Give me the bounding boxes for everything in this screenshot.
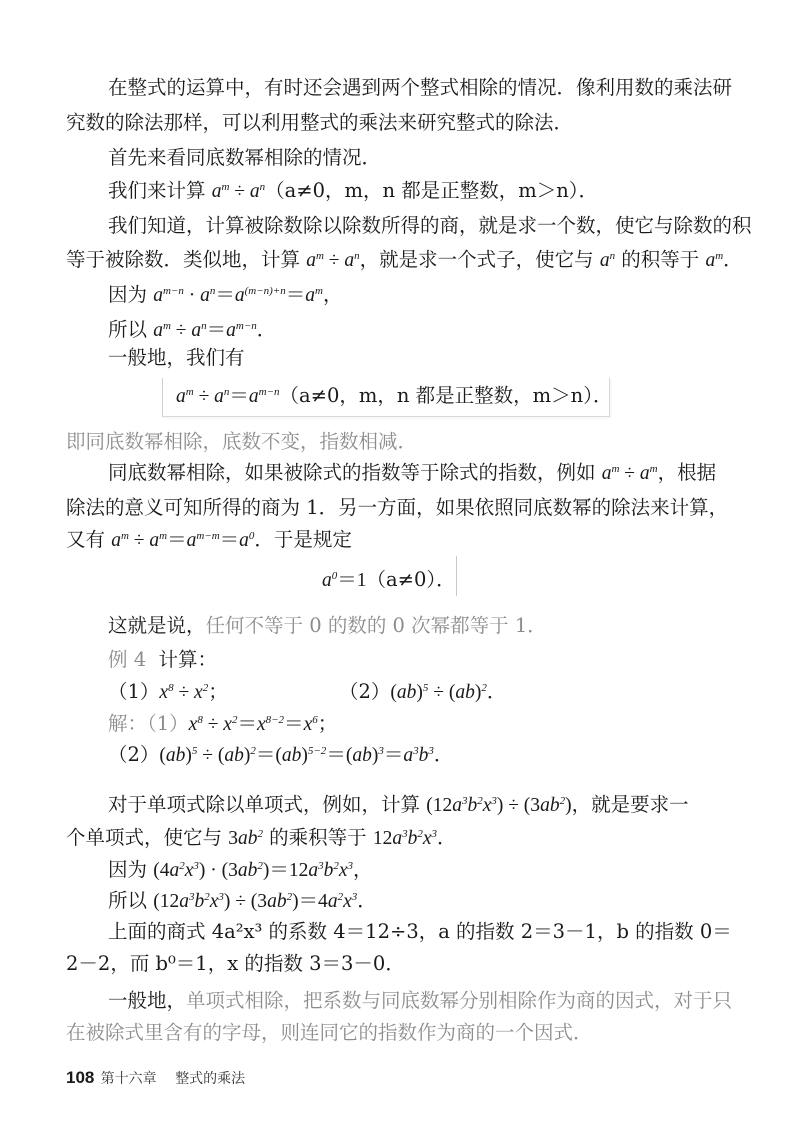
expr-so: $a^m \div a^n=a^{m-n}$ xyxy=(153,320,257,341)
expr-12a3b2x3: $12a^3b^2x^3$ xyxy=(372,828,438,849)
zero-exp-conclusion-pre: 这就是说， xyxy=(108,614,206,637)
zero-exponent-rule xyxy=(322,566,456,595)
monomial-rule-line-1 xyxy=(108,987,732,1015)
question-1-label: （1） xyxy=(108,680,160,703)
solution-1: 解：$(1)x^8 \div x^2=x^{8-2}=x^6$； xyxy=(108,712,338,735)
monomial-line-2: 个单项式，使它与 $3ab^2$ 的乘积等于 $12a^3b^2x^3$． xyxy=(66,826,457,849)
so-line: 所以 $a^m \div a^n=a^{m-n}$． xyxy=(108,318,277,341)
zero-exp-line-2: 除法的意义可知所得的商为 1．另一方面，如果依照同底数幂的除法来计算， xyxy=(66,496,729,519)
solution-2: $(2)(ab)^5 \div (ab)^2=(ab)^{5-2}=(ab)^3=a^3b^3$． xyxy=(108,743,454,766)
monomial-so: 所以 $(12a^3b^2x^3) \div (3ab^2)=4a^2x^3$． xyxy=(108,889,377,912)
chapter-title: 整式的乘法 xyxy=(175,1071,246,1087)
formula-margin-bar xyxy=(456,556,457,596)
expr-am-div-am-eq: $a^m \div a^m=a^{m-m}=a^0$ xyxy=(111,530,255,551)
expr-3ab2: $3ab^2$ xyxy=(228,828,263,849)
generally-line: 一般地，我们有 xyxy=(108,346,245,369)
expr-am-div-an: $a^m \div a^n$ xyxy=(211,181,266,202)
zero-rule-cond: （a≠0）． xyxy=(366,568,456,591)
solution-2-label: （2） xyxy=(108,743,160,766)
monomial-because-label: 因为 xyxy=(108,858,154,881)
example-heading xyxy=(108,646,217,674)
zero-exp-line-1-end: ，根据 xyxy=(657,461,717,484)
page-footer xyxy=(66,1063,245,1093)
monomial-line-1-pre: 对于单项式除以单项式，例如，计算 xyxy=(108,793,427,816)
solution-2-expr: $(ab)^5 \div (ab)^2=(ab)^{5-2}=(ab)^3=a^3b^3$ xyxy=(159,745,434,766)
intro-line-1: 在整式的运算中，有时还会遇到两个整式相除的情况．像利用数的乘法研 xyxy=(108,76,733,99)
zero-exp-line-3 xyxy=(66,526,352,555)
question-2-label: （2） xyxy=(339,680,391,703)
monomial-rule-text-1: 单项式相除，把系数与同底数幂分别相除作为商的因式，对于只 xyxy=(186,989,733,1012)
example-question-2: （2）(ab)$^5$ ÷ (ab)$^2$． xyxy=(339,680,507,703)
monomial-rule-pre: 一般地， xyxy=(108,989,187,1012)
zero-exp-line-3-end: ．于是规定 xyxy=(254,528,352,551)
monomial-line-2-pre: 个单项式，使它与 xyxy=(66,826,229,849)
expr-monomial-because: $(4a^2x^3) \cdot (3ab^2)=12a^3b^2x^3$ xyxy=(153,860,353,881)
monomial-rule-line-2: 在被除式里含有的字母，则连同它的指数作为商的一个因式． xyxy=(66,1021,593,1044)
explain-line-2-pre: 等于被除数．类似地，计算 xyxy=(66,248,307,271)
expr-am-div-am: $a^m \div a^m$ xyxy=(601,463,658,484)
formula-cond: （a≠0，m，n 都是正整数，m＞n）． xyxy=(279,384,613,407)
rule-quotient-of-powers: 即同底数幂相除，底数不变，指数相减． xyxy=(66,430,418,453)
example-question-1: $(1)x^8 \div x^2$； xyxy=(108,680,228,703)
expr-monomial-division: $(12a^3b^2x^3) \div (3ab^2)$ xyxy=(426,795,572,816)
solution-1-expr: $x^8 \div x^2=x^{8-2}=x^6$ xyxy=(188,714,318,735)
zero-exp-line-1 xyxy=(108,459,716,488)
formula-quotient-of-powers xyxy=(176,382,612,411)
solution-label: 解：（1） xyxy=(108,712,189,735)
because-line: 因为 $a^{m-n} \cdot a^n=a^{(m-n)+n}=a^m$， xyxy=(108,283,343,306)
zero-exp-conclusion-rule: 任何不等于 0 的数的 0 次幂都等于 1． xyxy=(205,614,547,637)
intro-line-2: 究数的除法那样，可以利用整式的乘法来研究整式的除法． xyxy=(66,111,574,134)
formula-expr: $a^m \div a^n=a^{m-n}$ xyxy=(176,386,280,407)
expr-am: $a^m$ xyxy=(705,250,724,271)
expr-am-div-an-2: $a^m \div a^n$ xyxy=(306,250,360,271)
monomial-line-2-mid: 的乘积等于 xyxy=(262,826,373,849)
monomial-line-1 xyxy=(108,791,689,820)
question-2-expr: (ab)$^5$ ÷ (ab)$^2$ xyxy=(390,682,487,703)
page-number: 108 xyxy=(66,1068,95,1087)
example-task: 计算： xyxy=(158,648,218,671)
expr-an: $a^n$ xyxy=(599,250,616,271)
chapter-label: 第十六章 xyxy=(100,1071,157,1087)
monomial-because: 因为 $(4a^2x^3) \cdot (3ab^2)=12a^3b^2x^3$， xyxy=(108,858,373,881)
because-label: 因为 xyxy=(108,283,154,306)
so-label: 所以 xyxy=(108,318,154,341)
question-1-expr: $x^8 \div x^2$ xyxy=(159,682,209,703)
zero-exp-conclusion xyxy=(108,612,547,640)
explain-line-2: 等于被除数．类似地，计算 $a^m \div a^n$，就是求一个式子，使它与 $a^n$ 的积等于 $a^m$． xyxy=(66,248,743,271)
explain-line-2-end: 的积等于 xyxy=(615,248,706,271)
quotient-analysis-line-1: 上面的商式 4a²x³ 的系数 4＝12÷3，a 的指数 2＝3－1，b 的指数 0＝ xyxy=(108,920,732,943)
expr-a0: $a^0=1$ xyxy=(322,570,367,591)
zero-exp-line-3-pre: 又有 xyxy=(66,528,112,551)
zero-exp-line-1-text: 同底数幂相除，如果被除式的指数等于除式的指数，例如 xyxy=(108,461,602,484)
expr-because: $a^{m-n} \cdot a^n=a^{(m-n)+n}=a^m$ xyxy=(153,285,323,306)
monomial-line-1-end: ，就是要求一 xyxy=(571,793,689,816)
explain-line-2-mid: ，就是求一个式子，使它与 xyxy=(359,248,600,271)
expr-monomial-so: $(12a^3b^2x^3) \div (3ab^2)=4a^2x^3$ xyxy=(153,891,358,912)
example-label: 例 4 xyxy=(108,648,147,671)
quotient-analysis-line-2: 2－2，而 b⁰＝1，x 的指数 3＝3－0． xyxy=(66,952,405,975)
explain-line-1: 我们知道，计算被除数除以除数所得的商，就是求一个数，使它与除数的积 xyxy=(108,214,752,237)
compute-statement-pre: 我们来计算 xyxy=(108,179,212,202)
compute-statement-cond: （a≠0，m，n 都是正整数，m＞n）． xyxy=(265,179,599,202)
monomial-so-label: 所以 xyxy=(108,889,154,912)
compute-statement xyxy=(108,177,598,206)
same-base-intro: 首先来看同底数幂相除的情况． xyxy=(108,146,382,169)
